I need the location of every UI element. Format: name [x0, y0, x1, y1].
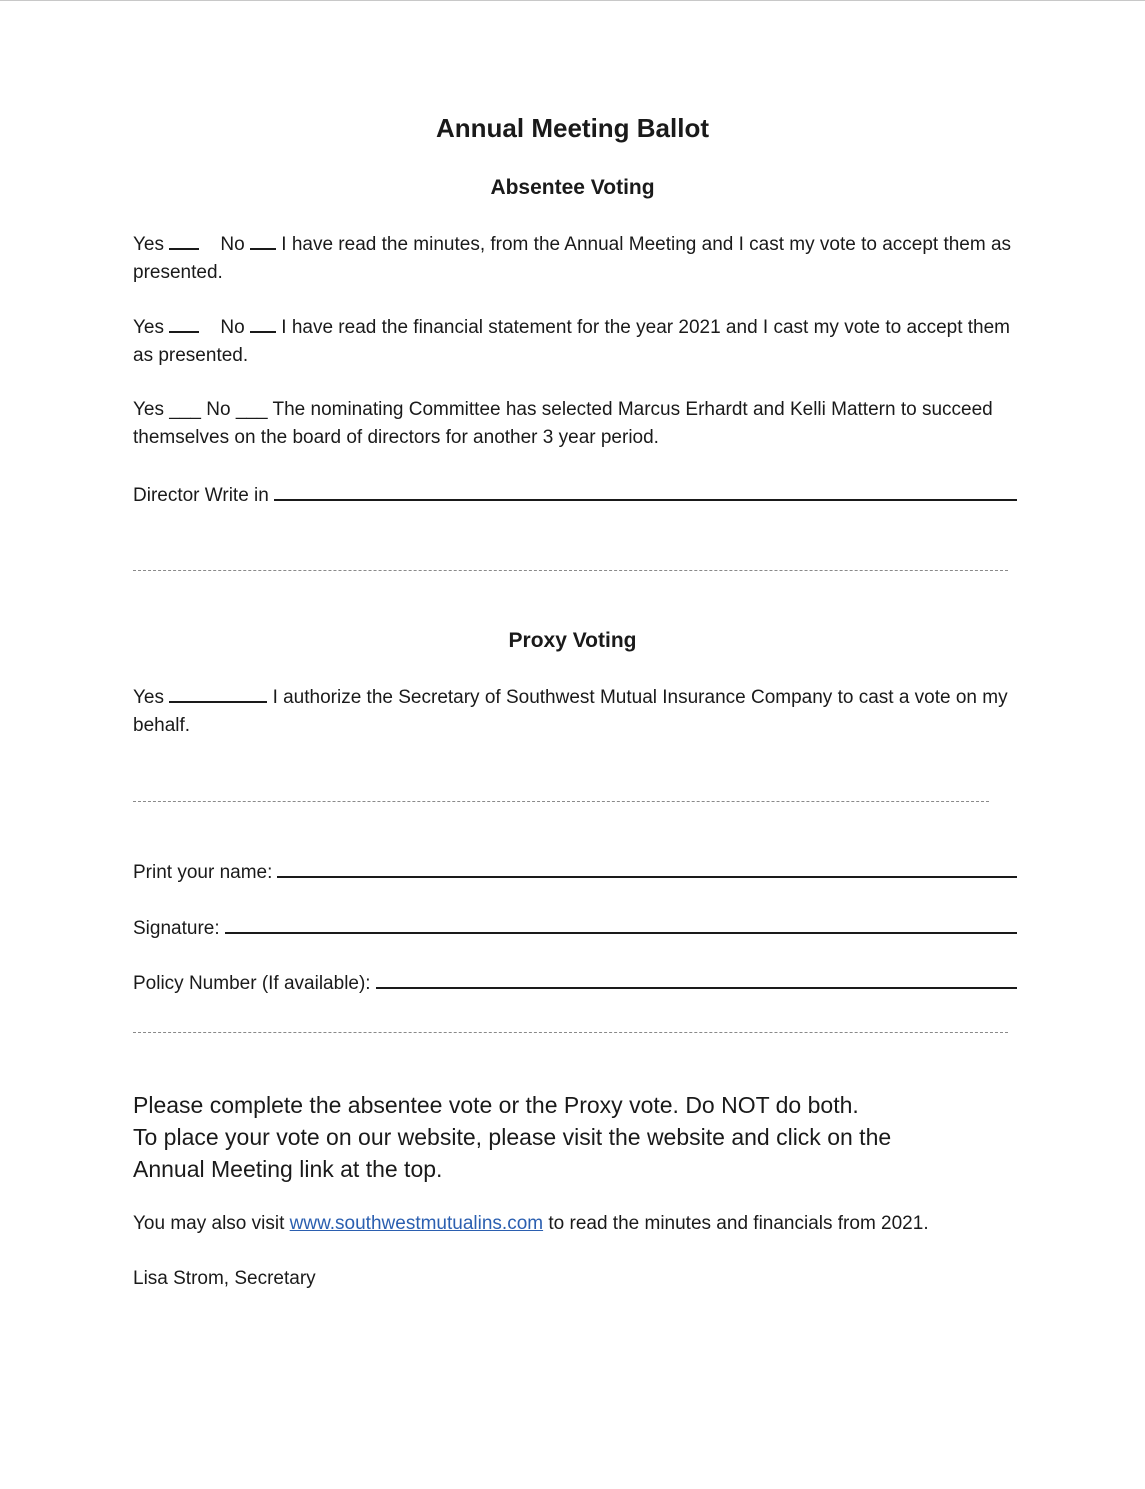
no-blank[interactable] [250, 230, 276, 250]
section-divider [133, 801, 989, 802]
no-label: No [220, 234, 245, 255]
write-in-field[interactable] [274, 479, 1017, 501]
yes-label: Yes [133, 317, 164, 338]
absentee-heading: Absentee Voting [490, 176, 655, 199]
voting-notice [133, 1089, 1033, 1185]
item-text: The nominating Committee has selected Marcus Erhardt and Kelli Mattern to succeed themselves on the board of directors for another 3 year period. [133, 399, 993, 448]
item-text: I have read the financial statement for the year 2021 and I cast my vote to accept them as presented. [133, 317, 1011, 366]
print-name-field[interactable] [277, 856, 1017, 878]
website-link[interactable]: www.southwestmutualins.com [289, 1213, 544, 1234]
yes-blank[interactable] [169, 313, 199, 333]
section-divider [133, 570, 1008, 571]
print-name-row [133, 856, 1017, 887]
signature-row [133, 912, 1017, 943]
director-write-in-row [133, 479, 1017, 510]
notice-line-2: To place your vote on our website, please visit the website and click on the Annual Meeting link at the top. [133, 1124, 892, 1182]
item-text: I have read the minutes, from the Annual Meeting and I cast my vote to accept them as presented. [133, 234, 1012, 283]
absentee-item-financials [133, 313, 1023, 370]
absentee-item-minutes [133, 230, 1023, 287]
section-divider [133, 1032, 1008, 1033]
yes-label: Yes [133, 687, 164, 708]
no-blank[interactable] [250, 313, 276, 333]
visit-suffix: to read the minutes and financials from 2021. [548, 1213, 929, 1234]
proxy-heading: Proxy Voting [508, 629, 637, 652]
policy-number-field[interactable] [376, 967, 1017, 989]
no-label: No [220, 317, 245, 338]
proxy-item [133, 683, 1023, 740]
signature-field[interactable] [225, 912, 1017, 934]
website-note [133, 1210, 1033, 1238]
policy-number-row [133, 967, 1017, 998]
signature-label: Signature: [133, 918, 220, 939]
page-title: Annual Meeting Ballot [436, 113, 709, 143]
yes-blank[interactable] [169, 230, 199, 250]
proxy-text: I authorize the Secretary of Southwest Mutual Insurance Company to cast a vote on my behalf. [133, 687, 1008, 736]
no-blank-text[interactable]: No ___ [206, 399, 268, 420]
policy-number-label: Policy Number (If available): [133, 973, 371, 994]
absentee-item-directors [133, 396, 1023, 452]
proxy-yes-blank[interactable] [169, 683, 267, 703]
print-name-label: Print your name: [133, 862, 273, 883]
write-in-label: Director Write in [133, 485, 269, 506]
yes-label: Yes [133, 234, 164, 255]
notice-line-1: Please complete the absentee vote or the Proxy vote. Do NOT do both. [133, 1092, 859, 1118]
secretary-signoff: Lisa Strom, Secretary [133, 1268, 316, 1289]
yes-blank-text[interactable]: Yes ___ [133, 399, 201, 420]
visit-prefix: You may also visit [133, 1213, 285, 1234]
